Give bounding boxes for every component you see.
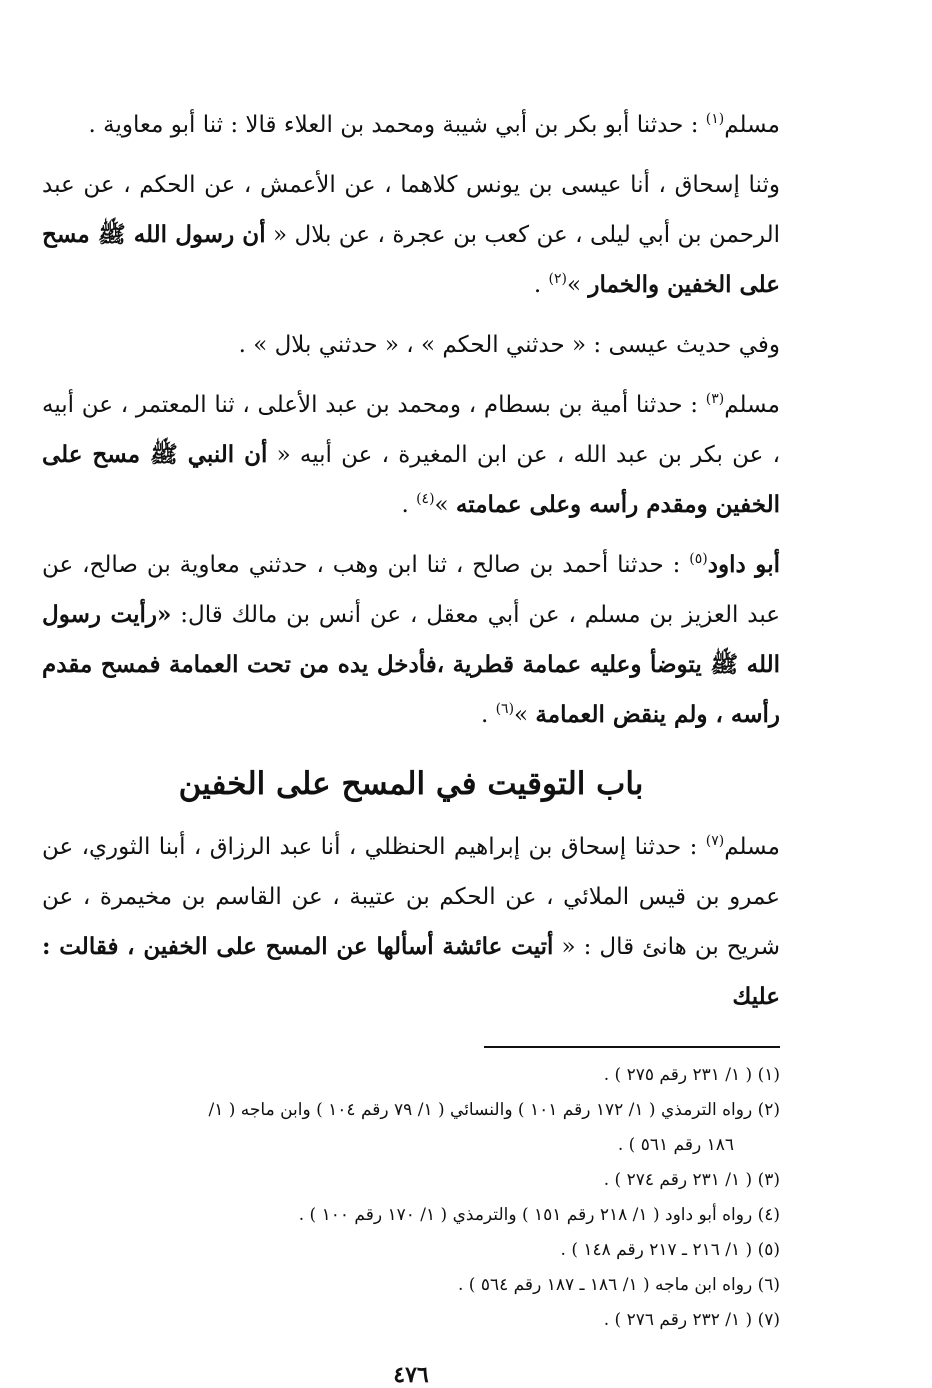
paragraphs-after-title xyxy=(42,822,780,1022)
text-run: : حدثنا إسحاق بن إبراهيم الحنظلي ، أنا عبد الرزاق ، أبنا الثوري، عن عمرو بن قيس الملائي ، عن الحكم بن عتيبة ، عن القاسم بن مخيمرة ، عن شريح بن هانئ قال : « xyxy=(42,834,781,960)
paragraph xyxy=(42,822,780,1022)
text-run: : حدثنا أبو بكر بن أبي شيبة ومحمد بن العلاء قالا : ثنا أبو معاوية . xyxy=(88,112,706,138)
footnote: (٤) رواه أبو داود ( ١/ ٢١٨ رقم ١٥١ ) والترمذي ( ١/ ١٧٠ رقم ١٠٠ ) . xyxy=(298,1205,780,1225)
paragraph xyxy=(42,160,780,310)
text-run: » xyxy=(434,492,456,518)
page-number: ٤٧٦ xyxy=(393,1362,429,1388)
hadith-text: «رأيت رسول الله ﷺ يتوضأ وعليه عمامة قطرية ،فأدخل يده من تحت العمامة فمسح مقدم رأسه ، ولم ينقض العمامة xyxy=(42,601,780,728)
hadith-text: أن رسول الله ﷺ مسح على الخفين والخمار xyxy=(42,221,780,298)
footnote-marker: (١) xyxy=(705,111,725,127)
text-run: وثنا إسحاق ، أنا عيسى بن يونس كلاهما ، عن الأعمش ، عن الحكم ، عن عبد الرحمن بن أبي ليلى ، عن كعب بن عجرة ، عن بلال « xyxy=(42,172,781,248)
text-run: وفي حديث عيسى : « حدثني الحكم » ، « حدثني بلال » . xyxy=(238,332,780,358)
text-run: . xyxy=(401,492,417,518)
footnote-marker: (٧) xyxy=(705,833,725,849)
footnote-divider xyxy=(484,1046,780,1048)
footnote-marker: (٢) xyxy=(548,271,567,287)
footnote: (٢) رواه الترمذي ( ١/ ١٧٢ رقم ١٠١ ) والنسائي ( ١/ ٧٩ رقم ١٠٤ ) وابن ماجه ( ١/ xyxy=(208,1100,780,1120)
paragraphs-before-title xyxy=(42,100,780,740)
footnote: (٥) ( ١/ ٢١٦ ـ ٢١٧ رقم ١٤٨ ) . xyxy=(560,1240,780,1260)
paragraph xyxy=(42,320,780,370)
footnote: (٦) رواه ابن ماجه ( ١/ ١٨٦ ـ ١٨٧ رقم ٥٦٤ ) . xyxy=(457,1275,780,1295)
text-run: مسلم xyxy=(724,392,780,418)
hadith-text: أن النبي ﷺ مسح على الخفين ومقدم رأسه وعلى عمامته xyxy=(42,441,780,518)
hadith-text: أتيت عائشة أسألها عن المسح على الخفين ، فقالت : عليك xyxy=(42,933,780,1010)
text-run: : حدثنا أمية بن بسطام ، ومحمد بن عبد الأعلى ، ثنا المعتمر ، عن أبيه ، عن بكر بن عبد الله ، عن ابن المغيرة ، عن أبيه « xyxy=(42,392,780,468)
footnote: (٧) ( ١/ ٢٣٢ رقم ٢٧٦ ) . xyxy=(603,1310,780,1330)
text-run: . xyxy=(480,702,496,728)
footnote-marker: (٦) xyxy=(495,701,515,717)
hadith-text: أبو داود xyxy=(707,551,780,578)
text-run: » xyxy=(566,272,589,298)
text-run: : حدثنا أحمد بن صالح ، ثنا ابن وهب ، حدثني معاوية بن صالح، عن عبد العزيز بن مسلم ، عن أبي معقل ، عن أنس بن مالك قال: xyxy=(42,552,781,628)
section-title: باب التوقيت في المسح على الخفين xyxy=(178,766,644,802)
footnotes xyxy=(42,1058,780,1338)
main-text xyxy=(42,100,780,1338)
text-run: مسلم xyxy=(724,834,780,860)
footnote-marker: (٤) xyxy=(416,491,435,507)
footnote: (١) ( ١/ ٢٣١ رقم ٢٧٥ ) . xyxy=(603,1065,780,1085)
paragraph xyxy=(42,380,780,530)
footnote-marker: (٥) xyxy=(689,551,708,567)
text-run: مسلم xyxy=(724,112,780,138)
footnote: (٣) ( ١/ ٢٣١ رقم ٢٧٤ ) . xyxy=(603,1170,780,1190)
paragraph xyxy=(42,540,780,740)
paragraph xyxy=(42,100,780,150)
text-run: . xyxy=(533,272,549,298)
footnote-marker: (٣) xyxy=(705,391,725,407)
text-run: » xyxy=(514,702,536,728)
footnote-continuation: ١٨٦ رقم ٥٦١ ) . xyxy=(617,1135,734,1155)
